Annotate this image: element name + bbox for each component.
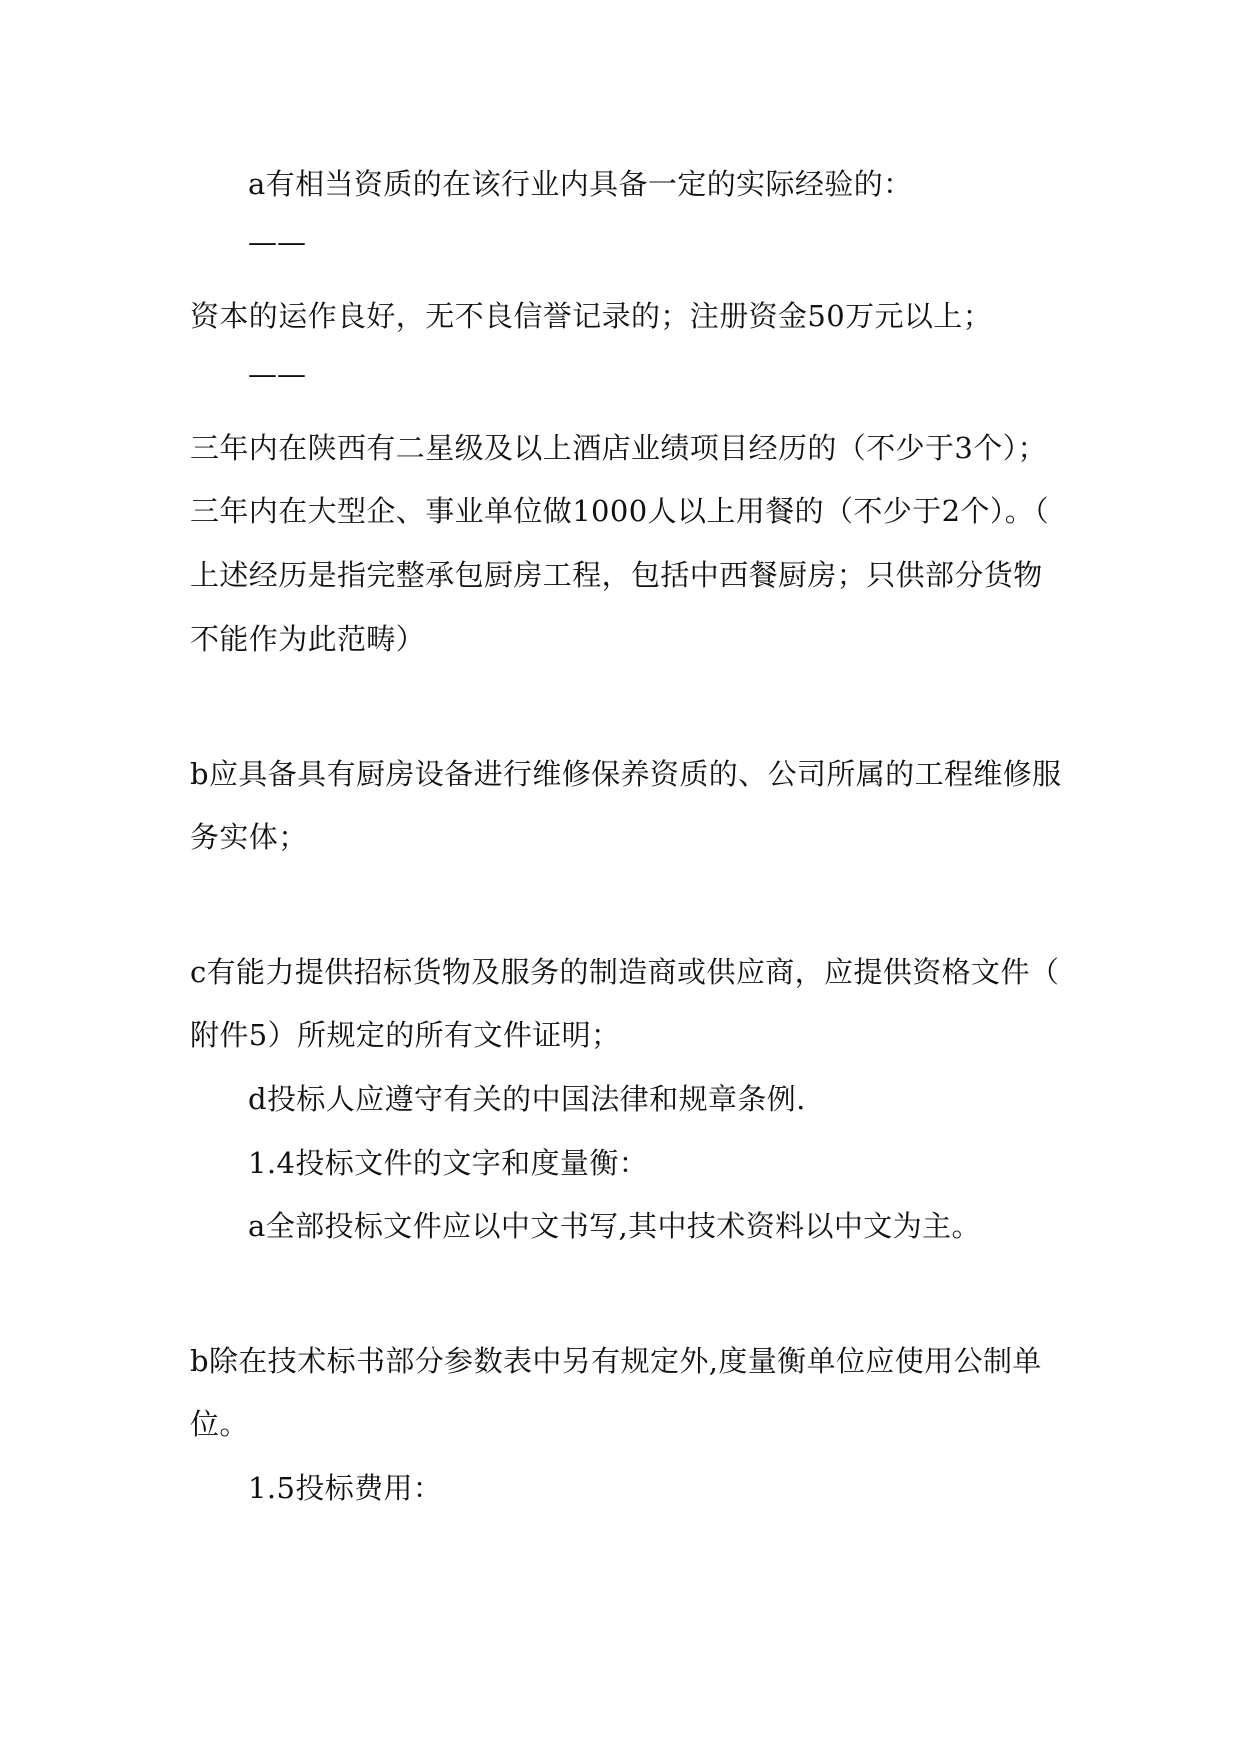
paragraph-b-maintenance-end: 务实体； bbox=[190, 820, 308, 854]
paragraph-d-law: d投标人应遵守有关的中国法律和规章条例. bbox=[248, 1082, 806, 1116]
paragraph-b-maintenance: b应具备具有厨房设备进行维修保养资质的、公司所属的工程维修服 bbox=[190, 757, 1062, 791]
paragraph-a-qualification: a有相当资质的在该行业内具备一定的实际经验的： bbox=[248, 167, 913, 201]
paragraph-b-units-end: 位。 bbox=[190, 1407, 249, 1441]
paragraph-c-supplier-end: 附件5）所规定的所有文件证明； bbox=[190, 1018, 621, 1052]
dash-separator: —— bbox=[248, 225, 306, 259]
paragraph-catering-experience: 三年内在大型企、事业单位做1000人以上用餐的（不少于2个）。（ bbox=[190, 494, 1050, 528]
paragraph-capital: 资本的运作良好，无不良信誉记录的；注册资金50万元以上； bbox=[190, 299, 993, 333]
paragraph-c-supplier: c有能力提供招标货物及服务的制造商或供应商，应提供资格文件（ bbox=[190, 955, 1060, 989]
paragraph-experience-note: 上述经历是指完整承包厨房工程，包括中西餐厨房；只供部分货物 bbox=[190, 558, 1043, 592]
paragraph-a-language: a全部投标文件应以中文书写,其中技术资料以中文为主。 bbox=[248, 1209, 981, 1243]
paragraph-b-units: b除在技术标书部分参数表中另有规定外,度量衡单位应使用公制单 bbox=[190, 1344, 1042, 1378]
section-heading-1-5: 1.5投标费用： bbox=[248, 1471, 443, 1505]
paragraph-experience-note-end: 不能作为此范畴） bbox=[190, 622, 426, 656]
dash-separator: —— bbox=[248, 357, 306, 391]
section-heading-1-4: 1.4投标文件的文字和度量衡： bbox=[248, 1146, 649, 1180]
paragraph-hotel-experience: 三年内在陕西有二星级及以上酒店业绩项目经历的（不少于3个）； bbox=[190, 431, 1047, 465]
